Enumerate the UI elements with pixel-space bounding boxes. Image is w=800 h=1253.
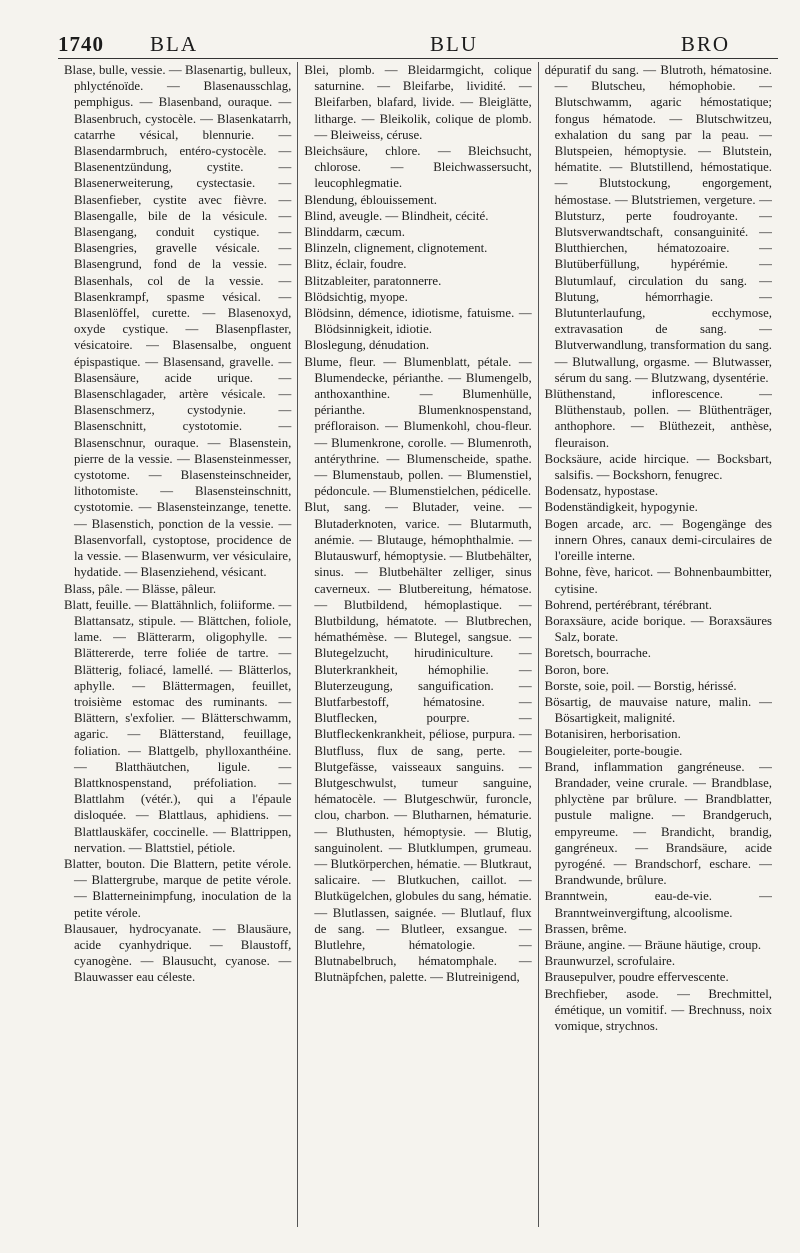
entry: Blendung, éblouissement. [304,192,437,207]
entry: Blödsichtig, myope. [304,289,408,304]
column-middle [297,62,537,1227]
entry: Blatter, bouton. Die Blattern, petite vérole. — Blattergrube, marque de petite vérole. — Blatterneinimpfung, inoculation de la petite vérole. [64,856,292,920]
entry: Blume, fleur. — Blumenblatt, pétale. — Blumendecke, périanthe. — Blumengelb, anthoxanthine. — Blumenhülle, périanthe. Blumenknospenstand, préfloraison. — Blumenkohl, chou-fleur. — Blumenkrone, corolle. — Blumenroth, antérythrine. — Blumenscheide, spathe. — Blumenstaub, pollen. — Blumenstiel, pédoncule. — Blumenstielchen, pédicelle. [304,354,532,499]
running-head-right: BRO [680,32,730,56]
entry: Blitzableiter, paratonnerre. [304,273,442,288]
entry: Bräune, angine. — Bräune häutige, croup. [544,937,762,952]
entry: Brechfieber, asode. — Brechmittel, émétique, un vomitif. — Brechnuss, noix vomique, strychnos. [544,986,772,1033]
entry: Bösartig, de mauvaise nature, malin. — Bösartigkeit, malignité. [544,694,772,726]
entry: Bougieleiter, porte-bougie. [544,743,683,758]
entry: Bohrend, pertérébrant, térébrant. [544,597,713,612]
entry: Boretsch, bourrache. [544,646,651,661]
entry: Branntwein, eau-de-vie. — Branntweinvergiftung, alcoolisme. [544,889,772,920]
running-head-left: BLA [150,32,198,56]
entry: Blinddarm, cæcum. [304,225,405,240]
entry: Bloslegung, dénudation. [304,338,430,353]
entry: Blausauer, hydrocyanate. — Blausäure, acide cyanhydrique. — Blaustoff, cyanogène. — Blausucht, cyanose. — Blauwasser eau céleste. [64,921,292,985]
entry: Blei, plomb. — Bleidarmgicht, colique saturnine. — Bleifarbe, lividité. — Bleifarben, blafard, livide. — Bleiglätte, litharge. — Bleikolik, colique de plomb. — Bleiweiss, céruse. [304,63,532,142]
entry: Brand, inflammation gangréneuse. — Brandader, veine crurale. — Brandblase, phlyctène par brûlure. — Brandblatter, pustule maligne. — Brandgeruch, empyreume. — Brandicht, brandig, gangréneux. — Brandsäure, acide pyrogéné. — Brandschorf, eschare. — Brandwunde, brûlure. [544,759,772,888]
page-header [58,32,778,66]
entry: Brassen, brême. [544,921,627,936]
entry: Blut, sang. — Blutader, veine. — Blutaderknoten, varice. — Blutarmuth, anémie. — Blutauge, hémophthalmie. — Blutauswurf, hémoptysie. — Blutbehälter, sinus. — Blutbehälter zelliger, sinus caverneux. — Blutbereitung, hématose. — Blutbildend, hémoplastique. — Blutbildung, hématote. — Blutbrechen, hémathémèse. — Blutegel, sangsue. — Blutegelzucht, hirudiniculture. — Bluterkrankheit, hémophilie. — Bluterzeugung, sanguification. — Blutfarbestoff, hématosine. — Blutflecken, pourpre. — Blutfleckenkrankheit, péliose, purpura. — Blutfluss, flux de sang, perte. — Blutgefässe, vaisseaux sanguins. — Blutgeschwulst, tumeur sanguine, hématocèle. — Blutgeschwür, furoncle, clou, charbon. — Blutharnen, hématurie. — Bluthusten, hémoptysie. — Blutig, sanguinolent. — Blutklumpen, grumeau. — Blutkörperchen, hématie. — Blutkraut, salicaire. — Blutkuchen, caillot. — Blutkügelchen, globules du sang, hématie. — Blutlassen, saignée. — Blutlauf, flux de sang. — Blutleer, exsangue. — Blutlehre, hématologie. — Blutnabelbruch, hématomphale. — Blutnäpfchen, palette. — Blutreinigend, [304,500,532,985]
entry: Boron, bore. [544,662,609,677]
header-rule [58,58,778,59]
entry: Blass, pâle. — Blässe, pâleur. [64,581,217,596]
entry: Blind, aveugle. — Blindheit, cécité. [304,208,489,223]
column-right [538,62,778,1227]
entry: Bocksäure, acide hircique. — Bocksbart, salsifis. — Bockshorn, fenugrec. [544,451,772,483]
entry: Boraxsäure, acide borique. — Boraxsäures Salz, borate. [544,613,772,645]
entry: Bogen arcade, arc. — Bogengänge des innern Ohres, canaux demi-circulaires de l'oreille interne. [544,516,772,564]
entry: Blitz, éclair, foudre. [304,257,407,272]
column-left [58,62,297,1227]
entry: Blödsinn, démence, idiotisme, fatuisme. — Blödsinnigkeit, idiotie. [304,306,532,337]
dictionary-columns [58,62,778,1227]
entry: dépuratif du sang. — Blutroth, hématosine. — Blutscheu, hémophobie. — Blutschwamm, agaric hémostatique; fongus hématode. — Blutschwitzeu, exhalation du sang par la peau. — Blutspeien, hémoptysie. — Blutstein, hématite. — Blutstillend, hémostatique. — Blutstockung, engorgement, hémostase. — Blutstriemen, vergeture. — Blutsturz, perte foudroyante. — Blutsverwandtschaft, consanguinité. — Blutthierchen, hématozoaire. — Blutüberfüllung, hypérémie. — Blutumlauf, circulation du sang. — Blutung, hémorrhagie. — Blutunterlaufung, ecchymose, extravasation de sang. — Blutverwandlung, transformation du sang. — Blutwallung, orgasme. — Blutwasser, sérum du sang. — Blutzwang, dysentérie. [544,63,772,385]
entry: Blatt, feuille. — Blattähnlich, foliiforme. — Blattansatz, stipule. — Blättchen, foliole, lame. — Blätterarm, oligophylle. — Blättererde, terre foliée de tartre. — Blätterig, foliacé, lamellé. — Blätterlos, aphylle. — Blättermagen, feuillet, troisième estomac des ruminants. — Blättern, s'exfolier. — Blätterschwamm, agaric. — Blätterstand, feuillage, foliation. — Blattgelb, phylloxanthéine. — Blatthäutchen, ligule. — Blattknospenstand, préfoliation. — Blattlahm (vétér.), qui a l'épaule disloquée. — Blattlaus, aphidiens. — Blattlauskäfer, coccinelle. — Blattrippen, nervation. — Blattstiel, pétiole. [64,597,292,855]
entry: Blase, bulle, vessie. — Blasenartig, bulleux, phlycténoïde. — Blasenausschlag, pemphigus. — Blasenband, ouraque. — Blasenbruch, cystocèle. — Blasenkatarrh, catarrhe vésical, blennurie. — Blasendarmbruch, entéro-cystocèle. — Blasenentzündung, cystite. — Blasenerweiterung, cystectasie. — Blasenfieber, cystite avec fièvre. — Blasengalle, bile de la vésicule. — Blasengang, conduit cystique. — Blasengries, gravelle vésicale. — Blasengrund, fond de la vessie. — Blasenhals, col de la vessie. — Blasenkrampf, spasme vésical. — Blasenlöffel, curette. — Blasenoxyd, oxyde cystique. — Blasenpflaster, vésicatoire. — Blasensalbe, onguent épispastique. — Blasensand, gravelle. — Blasensäure, acide urique. — Blasenschlagader, artère vésicale. — Blasenschmerz, cystodynie. — Blasenschnitt, cystotomie. — Blasenschnur, ouraque. — Blasenstein, pierre de la vessie. — Blasensteinmesser, cystotome. — Blasensteinschneider, lithotomiste. — Blasensteinschnitt, cystotomie. — Blasensteinzange, tenette. — Blasenstich, ponction de la vessie. — Blasenvorfall, cystoptose, procidence de la vessie. — Blasenwurm, ver vésiculaire, hydatide. — Blasenziehend, vésicant. [64,63,292,580]
page-number: 1740 [58,32,104,56]
entry: Bleichsäure, chlore. — Bleichsucht, chlorose. — Bleichwassersucht, leucophlegmatie. [304,144,532,191]
entry: Brausepulver, poudre effervescente. [544,970,729,985]
entry: Bohne, fève, haricot. — Bohnenbaumbitter, cytisine. [544,565,772,596]
entry: Bodenständigkeit, hypogynie. [544,500,698,515]
entry: Borste, soie, poil. — Borstig, hérissé. [544,678,737,693]
running-head-middle: BLU [430,32,478,56]
entry: Blinzeln, clignement, clignotement. [304,241,488,256]
entry: Bodensatz, hypostase. [544,484,659,499]
entry: Blüthenstand, inflorescence. — Blüthenstaub, pollen. — Blüthenträger, anthophore. — Blüthezeit, anthèse, fleuraison. [544,387,772,450]
entry: Braunwurzel, scrofulaire. [544,954,676,969]
entry: Botanisiren, herborisation. [544,727,681,742]
